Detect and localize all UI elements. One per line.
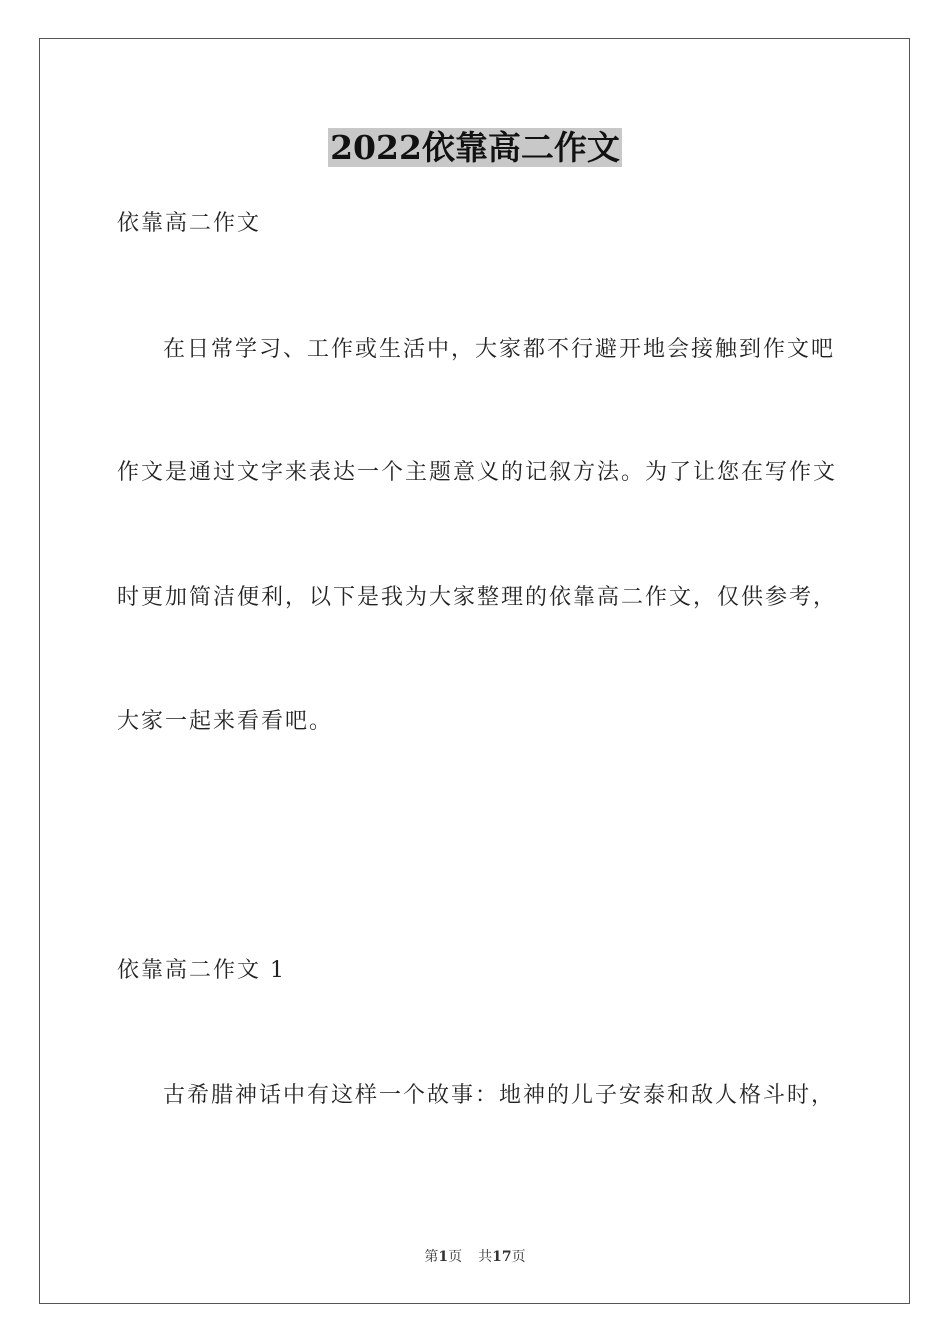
section-heading: 依靠高二作文 1 (117, 958, 286, 983)
page-suffix: 页 (448, 1249, 463, 1265)
page-footer (0, 1247, 950, 1267)
document-subtitle: 依靠高二作文 (117, 211, 262, 236)
paragraph-line: 大家一起来看看吧。 (117, 709, 334, 734)
paragraph-line: 古希腊神话中有这样一个故事：地神的儿子安泰和敌人格斗时， (163, 1083, 836, 1108)
document-title-text: 2022依靠高二作文 (330, 128, 620, 167)
document-title (0, 126, 950, 170)
total-suffix: 页 (511, 1249, 526, 1265)
paragraph-line: 作文是通过文字来表达一个主题意义的记叙方法。为了让您在写作文 (117, 460, 838, 485)
paragraph-line: 在日常学习、工作或生活中，大家都不行避开地会接触到作文吧 (163, 337, 836, 362)
total-pages: 17 (492, 1249, 512, 1265)
total-prefix: 共 (478, 1249, 493, 1265)
page-prefix: 第 (424, 1249, 439, 1265)
page-number: 1 (438, 1249, 449, 1265)
paragraph-line: 时更加简洁便利，以下是我为大家整理的依靠高二作文，仅供参考， (117, 585, 838, 610)
